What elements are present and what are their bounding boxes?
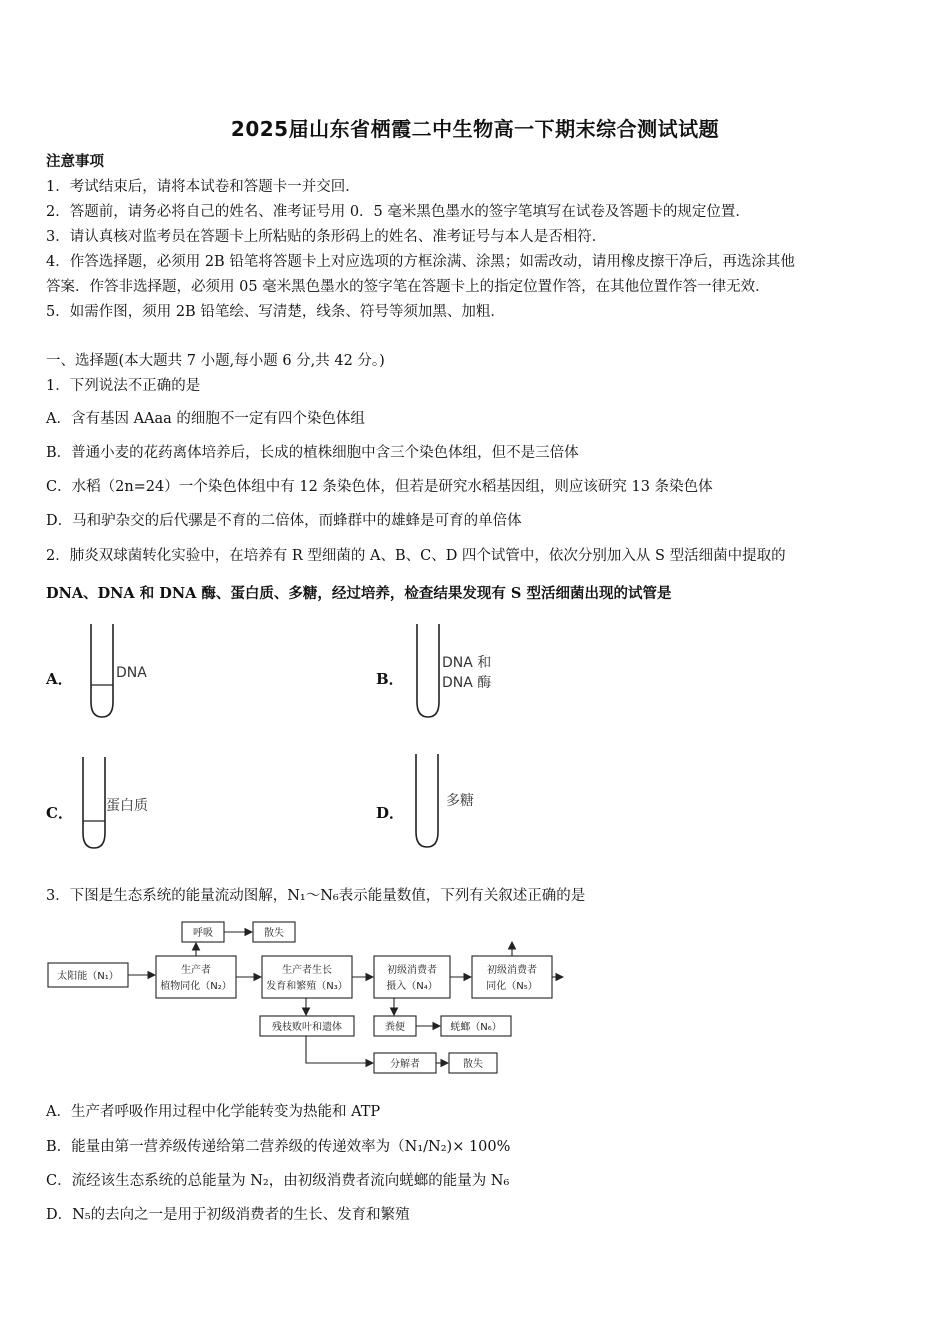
test-tube-c — [80, 755, 148, 855]
question-3-option-d: D．N₅的去向之一是用于初级消费者的生长、发育和繁殖 — [46, 1207, 410, 1223]
test-tube-icon — [414, 622, 444, 720]
question-3-stem: 3．下图是生态系统的能量流动图解，N₁～N₆表示能量数值，下列有关叙述正确的是 — [46, 888, 586, 904]
question-1-stem: 1．下列说法不正确的是 — [46, 378, 201, 394]
label-assimilation-2: 同化（N₅） — [486, 981, 538, 992]
question-1-option-b: B．普通小麦的花药离体培养后，长成的植株细胞中含三个染色体组，但不是三倍体 — [46, 445, 579, 461]
q2-option-b-letter: B． — [376, 670, 404, 688]
q2-option-a-letter: A． — [46, 670, 73, 688]
q2-option-d-letter: D． — [376, 804, 405, 822]
question-3-option-c: C．流经该生态系统的总能量为 N₂，由初级消费者流向蜣螂的能量为 N₆ — [46, 1173, 510, 1189]
page-title: 2025届山东省栖霞二中生物高一下期末综合测试试题 — [230, 117, 720, 141]
label-dung-beetle: 蜣螂（N₆） — [450, 1022, 502, 1033]
tube-label: DNA — [116, 665, 147, 681]
notice-item: 答案．作答非选择题，必须用 05 毫米黑色墨水的签字笔在答题卡上的指定位置作答，在其他位置作答一律无效． — [46, 279, 770, 295]
label-intake-1: 初级消费者 — [387, 965, 437, 976]
label-dissipate-1: 散失 — [264, 928, 284, 939]
question-3-option-b: B．能量由第一营养级传递给第二营养级的传递效率为（N₁/N₂)× 100% — [46, 1139, 511, 1155]
energy-flow-diagram — [44, 918, 564, 1078]
label-producer-1: 生产者 — [181, 965, 211, 976]
test-tube-a — [88, 622, 147, 724]
question-2-stem-line2: DNA、DNA 和 DNA 酶、蛋白质、多糖，经过培养，检查结果发现有 S 型活细菌出现的试管是 — [46, 585, 672, 602]
q2-option-c-letter: C． — [46, 804, 73, 822]
tube-label: DNA 和 — [442, 655, 492, 671]
section-heading: 一、选择题(本大题共 7 小题,每小题 6 分,共 42 分。) — [46, 353, 385, 369]
test-tube-icon — [88, 622, 118, 720]
label-breath: 呼吸 — [193, 928, 213, 939]
question-1-option-c: C．水稻（2n=24）一个染色体组中有 12 条染色体，但若是研究水稻基因组，则应该研究 13 条染色体 — [46, 479, 713, 495]
label-growth-2: 发育和繁殖（N₃） — [266, 981, 348, 992]
notice-item: 4．作答选择题，必须用 2B 铅笔将答题卡上对应选项的方框涂满、涂黑；如需改动，请用橡皮擦干净后，再选涂其他 — [46, 254, 795, 270]
question-1-option-d: D．马和驴杂交的后代骡是不育的二倍体，而蜂群中的雄蜂是可育的单倍体 — [46, 513, 522, 529]
tube-label: 蛋白质 — [106, 798, 148, 814]
label-intake-2: 摄入（N₄） — [386, 981, 438, 992]
label-dissipate-2: 散失 — [463, 1059, 483, 1070]
label-feces: 粪便 — [385, 1022, 405, 1033]
question-2-stem-line1: 2．肺炎双球菌转化实验中，在培养有 R 型细菌的 A、B、C、D 四个试管中，依次分别加入从 S 型活细菌中提取的 — [46, 548, 786, 564]
tube-label: DNA 酶 — [442, 675, 492, 691]
notice-item: 5．如需作图，须用 2B 铅笔绘、写清楚，线条、符号等须加黑、加粗． — [46, 304, 505, 320]
question-3-option-a: A．生产者呼吸作用过程中化学能转变为热能和 ATP — [46, 1104, 381, 1120]
tube-label: 多糖 — [446, 793, 474, 809]
notice-heading: 注意事项 — [46, 153, 104, 170]
label-growth-1: 生产者生长 — [282, 965, 332, 976]
notice-item: 1．考试结束后，请将本试卷和答题卡一并交回． — [46, 179, 360, 195]
label-producer-2: 植物同化（N₂） — [160, 981, 232, 992]
label-remains: 残枝败叶和遗体 — [272, 1022, 342, 1033]
notice-item: 3．请认真核对监考员在答题卡上所粘贴的条形码上的姓名、准考证号与本人是否相符． — [46, 229, 607, 245]
label-decomposer: 分解者 — [390, 1059, 420, 1070]
label-assimilation-1: 初级消费者 — [487, 965, 537, 976]
test-tube-icon — [413, 752, 443, 850]
test-tube-d — [413, 752, 474, 854]
notice-item: 2．答题前，请务必将自己的姓名、准考证号用 0．5 毫米黑色墨水的签字笔填写在试卷及答题卡的规定位置． — [46, 204, 750, 220]
question-1-option-a: A．含有基因 AAaa 的细胞不一定有四个染色体组 — [46, 411, 365, 427]
test-tube-b — [414, 622, 492, 724]
label-sun: 太阳能（N₁） — [57, 971, 119, 982]
